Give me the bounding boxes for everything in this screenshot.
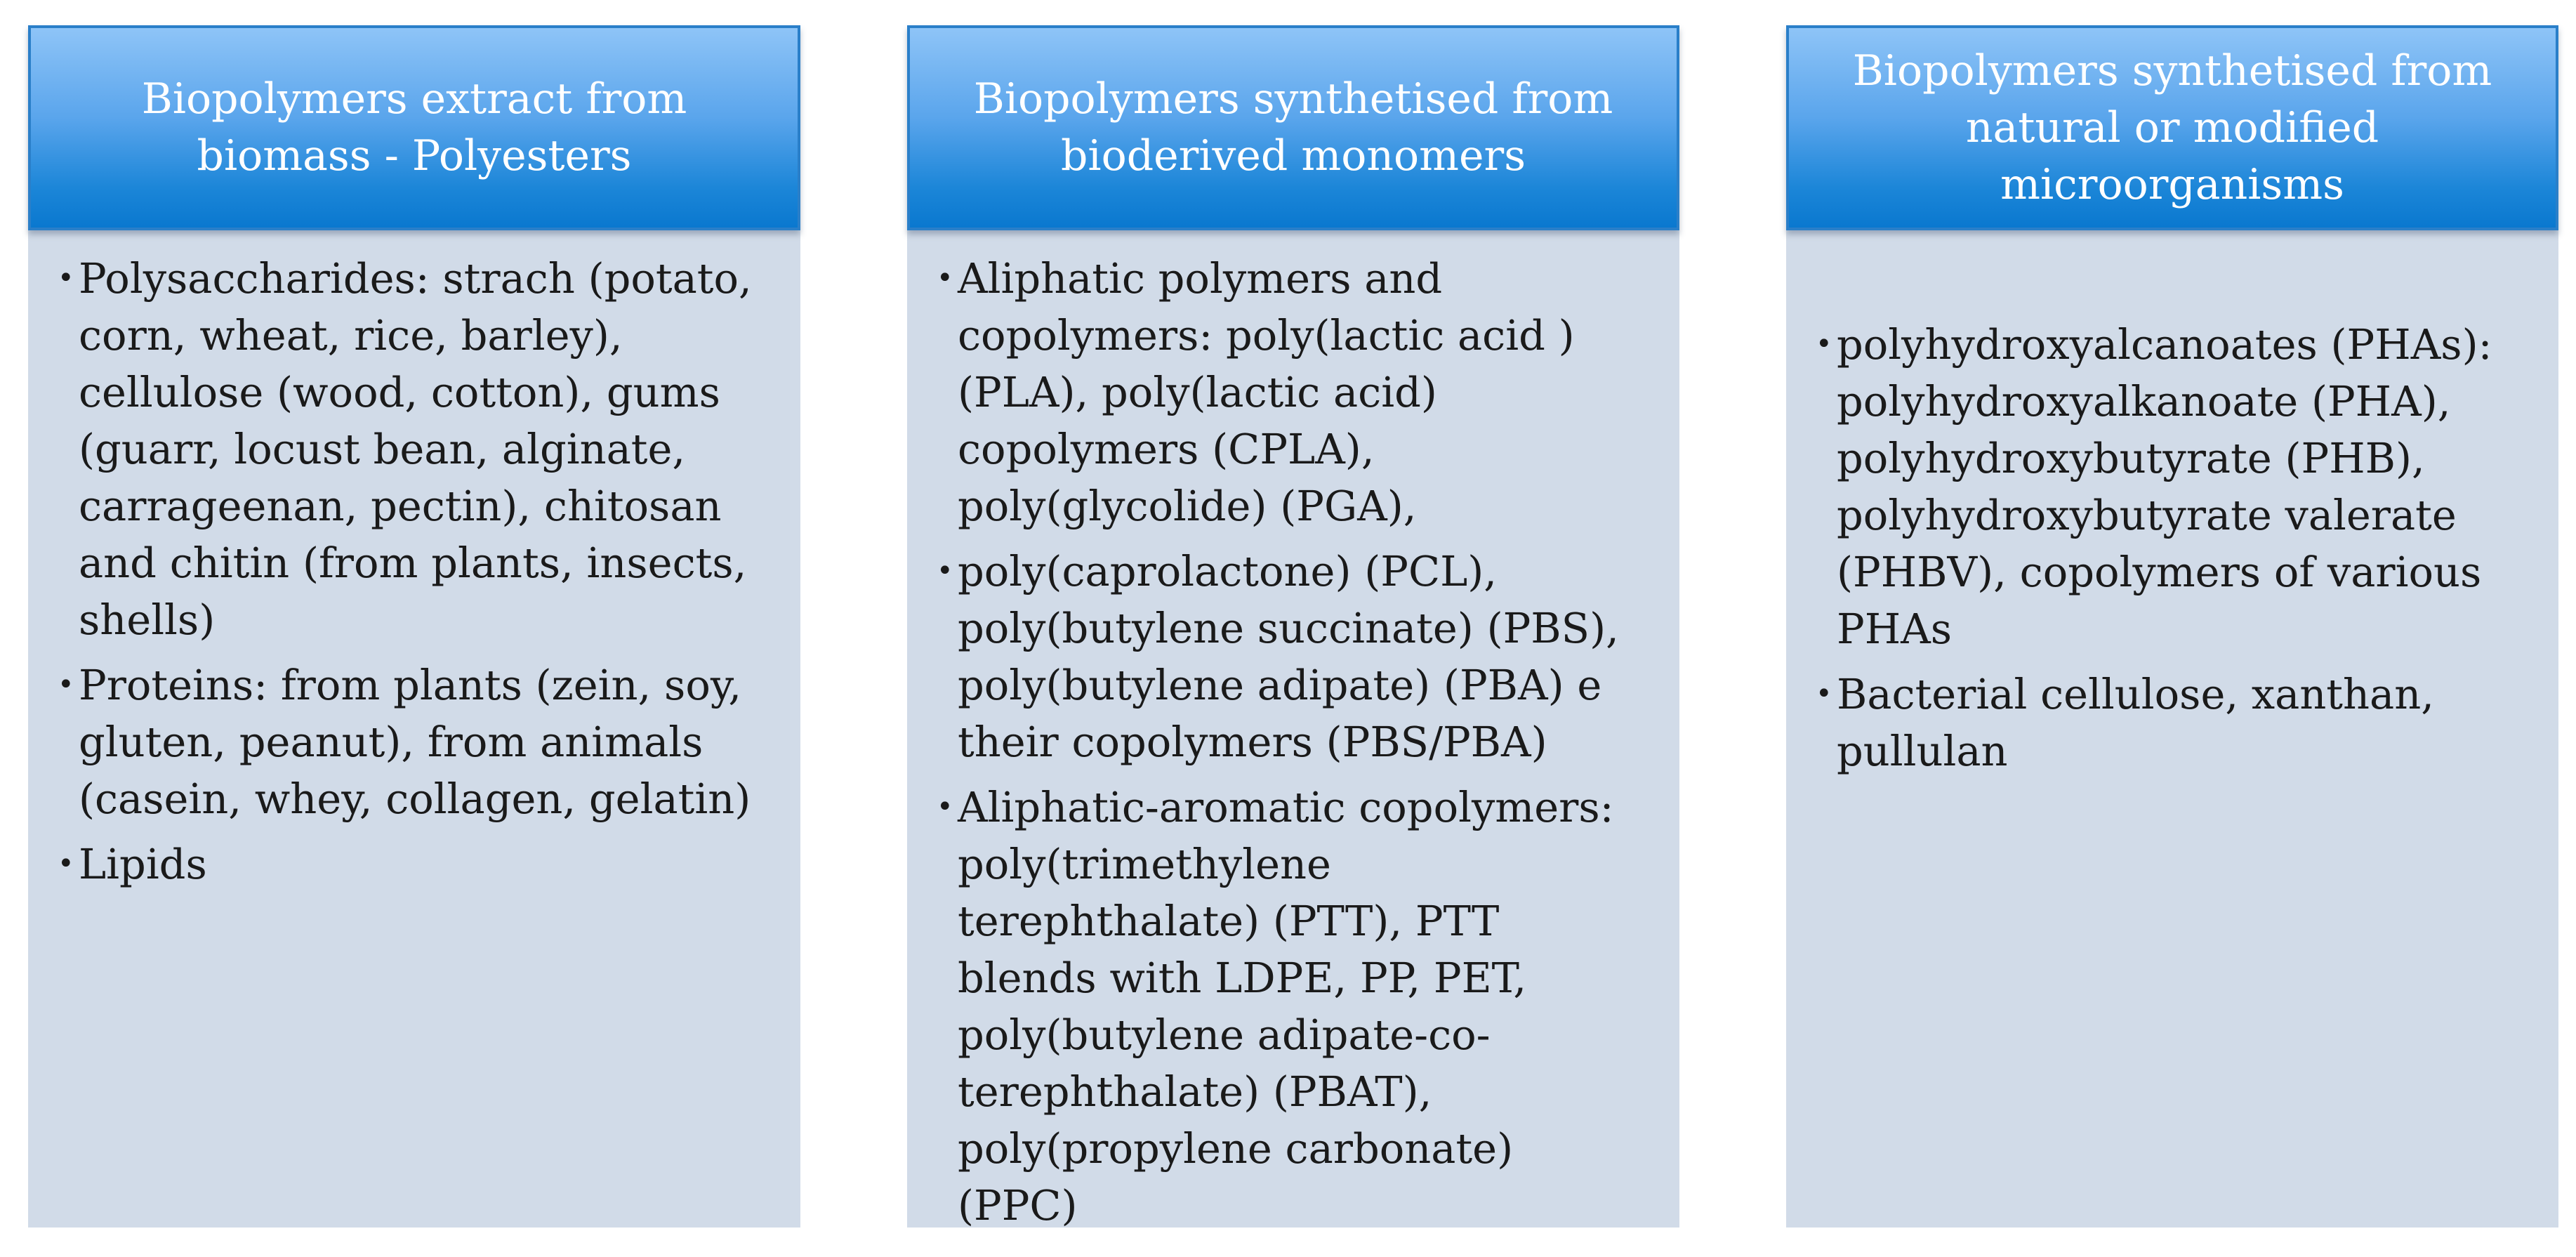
- list-item-text: Aliphatic polymers and copolymers: poly(lactic acid )(PLA), poly(lactic acid) copolymers (CPLA), poly(glycolide) (PGA),: [958, 254, 1575, 530]
- bullet-icon: •: [1816, 678, 1832, 710]
- list-item-text: Lipids: [79, 840, 207, 888]
- column-header-title: Biopolymers synthetised from natural or modified microorganisms: [1852, 46, 2492, 209]
- list-item: [1816, 666, 2525, 779]
- item-list: [937, 250, 1646, 1234]
- list-item-text: Aliphatic-aromatic copolymers: poly(trimethylene terephthalate) (PTT), PTT blends with LDPE, PP, PET, poly(butylene adipate-co-terephthalate) (PBAT), poly(propylene carbonate) (PPC): [958, 783, 1614, 1230]
- bullet-icon: •: [937, 791, 953, 823]
- list-item: [58, 836, 767, 893]
- bullet-icon: •: [937, 555, 953, 587]
- column-body: [28, 230, 800, 1228]
- bullet-icon: •: [58, 848, 74, 880]
- category-column-microorganisms: [1786, 25, 2558, 1228]
- column-header: [28, 25, 800, 230]
- bullet-icon: •: [1816, 328, 1832, 360]
- list-item-text: polyhydroxyalcanoates (PHAs): polyhydroxyalkanoate (PHA), polyhydroxybutyrate (PHB), polyhydroxybutyrate valerate (PHBV), copolymers of various PHAs: [1837, 320, 2492, 653]
- bullet-icon: •: [58, 262, 74, 294]
- list-item: [58, 657, 767, 827]
- list-item: [1816, 316, 2525, 657]
- column-header-title: Biopolymers synthetised from bioderived monomers: [973, 74, 1613, 180]
- list-item-text: Polysaccharides: strach (potato, corn, wheat, rice, barley), cellulose (wood, cotton), gums (guarr, locust bean, alginate, carrageenan, pectin), chitosan and chitin (from plants, insects, shells): [79, 254, 752, 644]
- category-column-biomass: [28, 25, 800, 1228]
- column-header: [907, 25, 1679, 230]
- list-item: [937, 250, 1646, 534]
- column-header-title: Biopolymers extract from biomass - Polyesters: [141, 74, 687, 180]
- list-item: [937, 543, 1646, 770]
- category-column-bioderived-monomers: [907, 25, 1679, 1228]
- list-item-text: Proteins: from plants (zein, soy, gluten, peanut), from animals (casein, whey, collagen, gelatin): [79, 661, 751, 823]
- list-item-text: Bacterial cellulose, xanthan, pullulan: [1837, 670, 2434, 775]
- bullet-icon: •: [58, 669, 74, 701]
- list-item-text: poly(caprolactone) (PCL), poly(butylene succinate) (PBS), poly(butylene adipate) (PBA) e their copolymers (PBS/PBA): [958, 547, 1619, 766]
- item-list: [1816, 316, 2525, 779]
- column-header: [1786, 25, 2558, 230]
- column-body: [1786, 230, 2558, 1228]
- item-list: [58, 250, 767, 893]
- column-body: [907, 230, 1679, 1228]
- list-item: [937, 779, 1646, 1234]
- bullet-icon: •: [937, 262, 953, 294]
- list-item: [58, 250, 767, 648]
